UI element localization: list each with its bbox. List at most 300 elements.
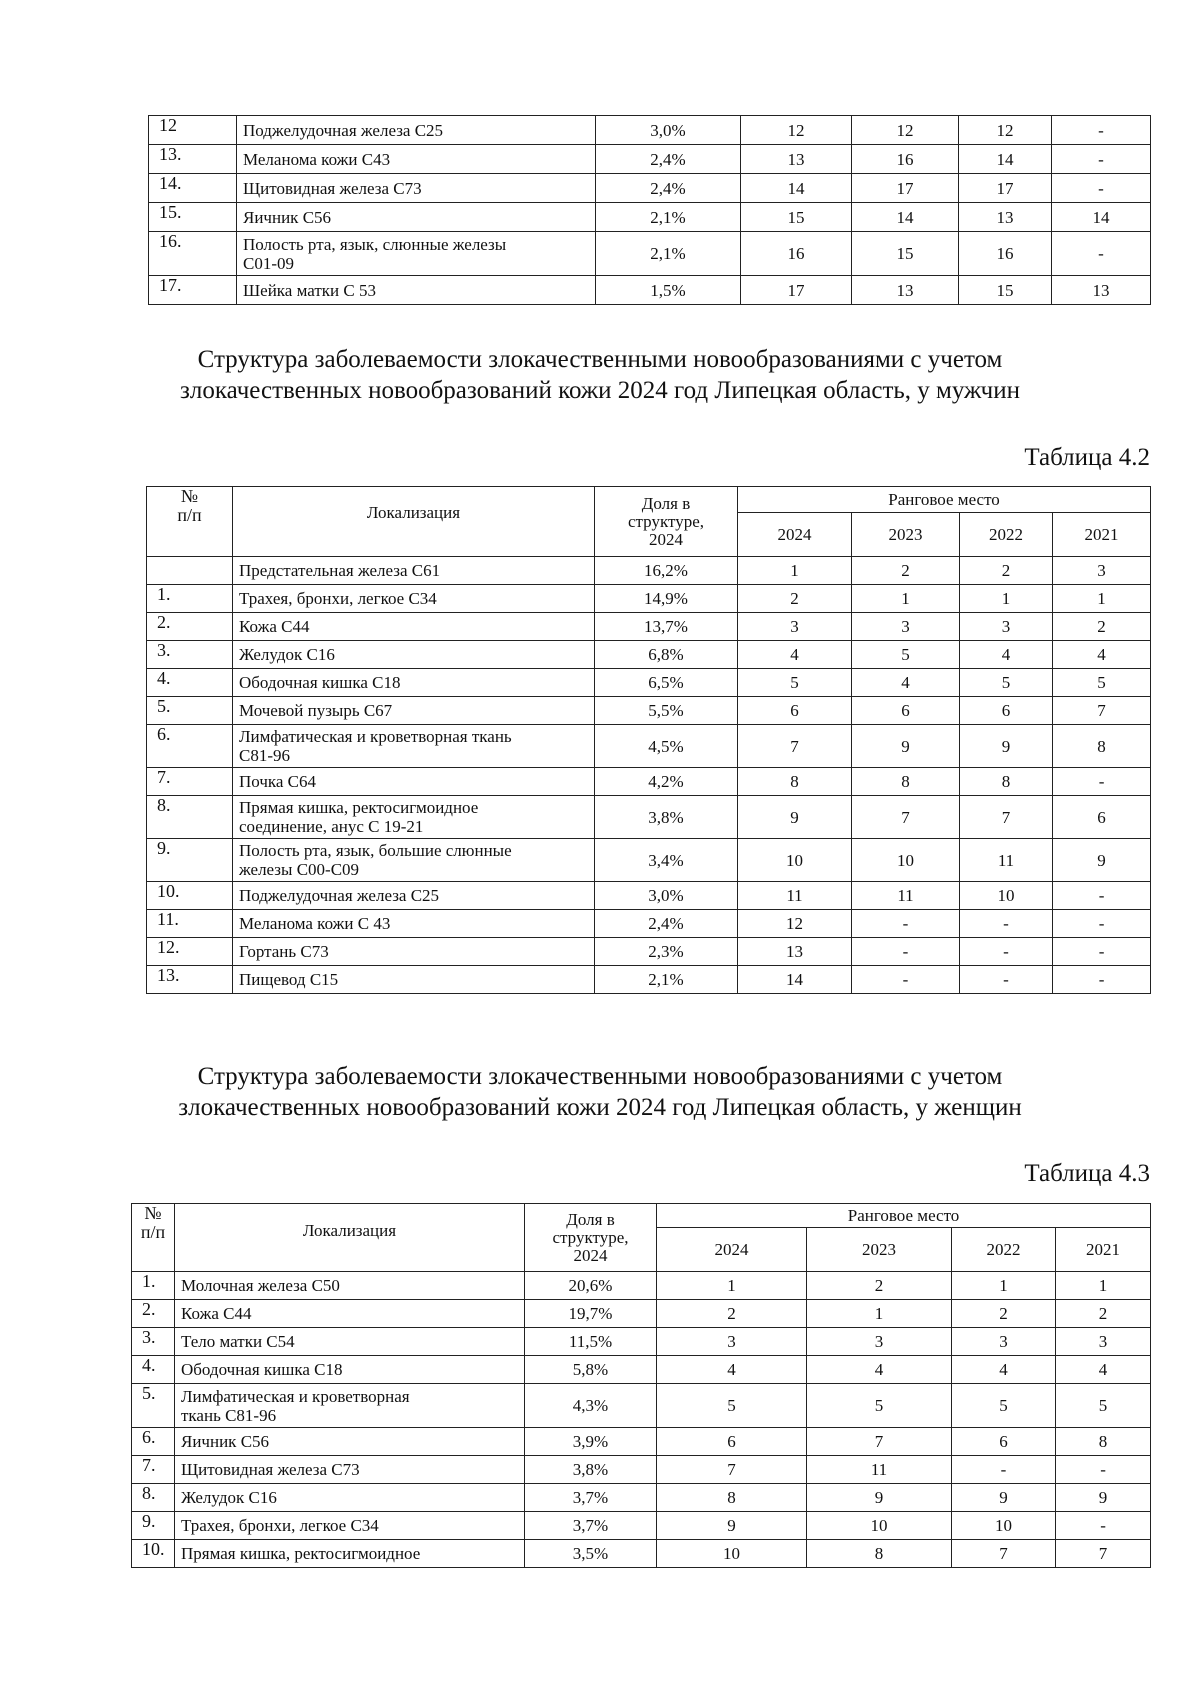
row-rank-2022: 8 xyxy=(960,768,1053,796)
row-rank-2023: 4 xyxy=(852,669,960,697)
table-row xyxy=(147,796,1151,839)
row-number: 13. xyxy=(147,966,233,994)
row-number: 10. xyxy=(147,882,233,910)
table-row xyxy=(147,585,1151,613)
row-localization xyxy=(175,1384,525,1428)
row-rank-2023: 1 xyxy=(807,1300,952,1328)
row-rank-2023: 9 xyxy=(852,725,960,768)
header-share-line: 2024 xyxy=(649,529,683,549)
row-rank-2022: 2 xyxy=(960,557,1053,585)
table-row xyxy=(149,116,1151,145)
row-localization xyxy=(233,697,595,725)
row-rank-2022: 17 xyxy=(959,174,1052,203)
row-rank-2021: 4 xyxy=(1056,1356,1151,1384)
row-number: 9. xyxy=(147,839,233,882)
localization-line: Пищевод С15 xyxy=(239,970,339,989)
row-rank-2022: 7 xyxy=(952,1540,1056,1568)
row-rank-2021: - xyxy=(1053,768,1151,796)
row-rank-2021: 2 xyxy=(1056,1300,1151,1328)
row-rank-2022: 10 xyxy=(960,882,1053,910)
row-rank-2022: 2 xyxy=(952,1300,1056,1328)
row-localization xyxy=(175,1356,525,1384)
localization-line: Щитовидная железа С73 xyxy=(243,178,422,198)
row-localization xyxy=(237,203,596,232)
localization-line: Прямая кишка, ректосигмоидное xyxy=(239,798,479,817)
row-share: 3,7% xyxy=(525,1512,657,1540)
row-rank-2024: 16 xyxy=(741,232,852,276)
row-rank-2022: 12 xyxy=(959,116,1052,145)
row-number: 4. xyxy=(132,1356,175,1384)
row-rank-2023: 10 xyxy=(807,1512,952,1540)
row-share: 4,5% xyxy=(595,725,738,768)
row-number: 1. xyxy=(132,1272,175,1300)
row-number: 10. xyxy=(132,1540,175,1568)
row-rank-2024: 15 xyxy=(741,203,852,232)
row-share: 3,5% xyxy=(525,1540,657,1568)
section-title-line: Структура заболеваемости злокачественными новообразованиями с учетом xyxy=(197,346,1003,373)
row-localization xyxy=(233,966,595,994)
localization-line: Поджелудочная железа С25 xyxy=(243,120,444,140)
row-localization xyxy=(175,1456,525,1484)
row-number: 5. xyxy=(147,697,233,725)
year-header: 2021 xyxy=(1053,513,1151,557)
row-localization xyxy=(233,768,595,796)
row-rank-2024: 10 xyxy=(738,839,852,882)
row-rank-2021: 13 xyxy=(1052,276,1151,305)
table-row xyxy=(147,557,1151,585)
row-number: 9. xyxy=(132,1512,175,1540)
row-share: 14,9% xyxy=(595,585,738,613)
row-rank-2021: 8 xyxy=(1053,725,1151,768)
localization-line: Трахея, бронхи, легкое С34 xyxy=(239,589,437,608)
localization-line: Кожа С44 xyxy=(239,617,310,636)
row-rank-2023: 11 xyxy=(807,1456,952,1484)
row-rank-2023: 11 xyxy=(852,882,960,910)
localization-line: Шейка матки С 53 xyxy=(243,280,376,300)
section-title-men xyxy=(0,344,1200,406)
section-title-line: Структура заболеваемости злокачественными новообразованиями с учетом xyxy=(197,1063,1003,1090)
localization-line: Предстательная железа С61 xyxy=(239,561,441,580)
row-localization xyxy=(233,641,595,669)
row-rank-2023: 12 xyxy=(852,116,959,145)
row-rank-2024: 7 xyxy=(657,1456,807,1484)
row-rank-2024: 13 xyxy=(738,938,852,966)
localization-line: Яичник С56 xyxy=(243,207,332,227)
year-header: 2022 xyxy=(960,513,1053,557)
localization-line: Гортань С73 xyxy=(239,942,329,961)
row-rank-2024: 2 xyxy=(657,1300,807,1328)
localization-line: железы С00-С09 xyxy=(239,860,360,879)
row-rank-2021: - xyxy=(1053,966,1151,994)
row-rank-2022: 5 xyxy=(952,1384,1056,1428)
table-body xyxy=(132,1272,1151,1568)
row-rank-2023: 5 xyxy=(852,641,960,669)
row-rank-2023: 5 xyxy=(807,1384,952,1428)
row-rank-2023: 6 xyxy=(852,697,960,725)
row-share: 3,8% xyxy=(525,1456,657,1484)
row-rank-2023: 3 xyxy=(852,613,960,641)
row-rank-2022: 11 xyxy=(960,839,1053,882)
row-localization xyxy=(233,613,595,641)
row-rank-2021: - xyxy=(1053,882,1151,910)
row-share: 2,1% xyxy=(596,232,741,276)
localization-line: соединение, анус С 19-21 xyxy=(239,817,424,836)
table-label: Таблица 4.2 xyxy=(1024,444,1150,471)
col-share-header xyxy=(595,487,738,557)
table-row xyxy=(147,768,1151,796)
table-row xyxy=(132,1356,1151,1384)
localization-line: Лимфатическая и кроветворная ткань xyxy=(239,727,512,746)
row-localization xyxy=(233,839,595,882)
row-rank-2024: 17 xyxy=(741,276,852,305)
row-rank-2024: 9 xyxy=(657,1512,807,1540)
row-share: 2,1% xyxy=(596,203,741,232)
row-rank-2023: 1 xyxy=(852,585,960,613)
row-rank-2024: 6 xyxy=(738,697,852,725)
row-share: 3,0% xyxy=(596,116,741,145)
row-share: 11,5% xyxy=(525,1328,657,1356)
year-header: 2024 xyxy=(738,513,852,557)
year-header: 2024 xyxy=(657,1228,807,1272)
year-header: 2023 xyxy=(807,1228,952,1272)
row-rank-2023: 13 xyxy=(852,276,959,305)
table-row xyxy=(149,203,1151,232)
row-rank-2023: 2 xyxy=(852,557,960,585)
year-header: 2023 xyxy=(852,513,960,557)
table-header xyxy=(147,487,1151,557)
row-number: 2. xyxy=(147,613,233,641)
row-localization xyxy=(175,1428,525,1456)
row-rank-2022: 3 xyxy=(960,613,1053,641)
col-rank-header: Ранговое место xyxy=(738,487,1151,513)
row-rank-2024: 14 xyxy=(741,174,852,203)
row-share: 5,5% xyxy=(595,697,738,725)
row-share: 2,4% xyxy=(596,174,741,203)
row-rank-2022: 9 xyxy=(960,725,1053,768)
row-number: 11. xyxy=(147,910,233,938)
row-rank-2024: 4 xyxy=(657,1356,807,1384)
localization-line: Полость рта, язык, большие слюнные xyxy=(239,841,512,860)
row-rank-2024: 1 xyxy=(738,557,852,585)
row-rank-2021: 9 xyxy=(1056,1484,1151,1512)
table-row xyxy=(149,276,1151,305)
row-rank-2022: - xyxy=(960,910,1053,938)
table-row xyxy=(147,938,1151,966)
row-number: 5. xyxy=(132,1384,175,1428)
header-share-line: 2024 xyxy=(573,1245,608,1265)
row-number: 8. xyxy=(132,1484,175,1512)
table-row xyxy=(132,1428,1151,1456)
row-rank-2021: 4 xyxy=(1053,641,1151,669)
table-row xyxy=(147,910,1151,938)
localization-line: Ободочная кишка С18 xyxy=(181,1360,343,1379)
row-share: 19,7% xyxy=(525,1300,657,1328)
row-rank-2023: 4 xyxy=(807,1356,952,1384)
year-header: 2021 xyxy=(1056,1228,1151,1272)
row-rank-2021: 7 xyxy=(1056,1540,1151,1568)
row-rank-2021: 7 xyxy=(1053,697,1151,725)
row-share: 3,9% xyxy=(525,1428,657,1456)
row-rank-2024: 14 xyxy=(738,966,852,994)
row-localization xyxy=(237,116,596,145)
row-rank-2021: - xyxy=(1053,910,1151,938)
row-rank-2021: - xyxy=(1052,174,1151,203)
row-rank-2022: 4 xyxy=(960,641,1053,669)
table-row xyxy=(147,697,1151,725)
header-share-line: Доля в xyxy=(566,1209,615,1229)
row-rank-2022: - xyxy=(952,1456,1056,1484)
row-localization xyxy=(233,796,595,839)
row-share: 2,1% xyxy=(595,966,738,994)
row-rank-2022: 6 xyxy=(952,1428,1056,1456)
col-rank-header: Ранговое место xyxy=(657,1204,1151,1228)
row-rank-2022: - xyxy=(960,966,1053,994)
row-rank-2023: 7 xyxy=(852,796,960,839)
row-number: 3. xyxy=(132,1328,175,1356)
row-number: 6. xyxy=(132,1428,175,1456)
row-rank-2023: - xyxy=(852,966,960,994)
row-localization xyxy=(237,232,596,276)
row-rank-2024: 12 xyxy=(741,116,852,145)
row-rank-2021: 9 xyxy=(1053,839,1151,882)
table-body xyxy=(149,116,1151,305)
row-rank-2024: 3 xyxy=(657,1328,807,1356)
localization-line: Щитовидная железа С73 xyxy=(181,1460,360,1479)
row-share: 20,6% xyxy=(525,1272,657,1300)
row-number xyxy=(147,557,233,585)
row-localization xyxy=(237,174,596,203)
row-rank-2024: 4 xyxy=(738,641,852,669)
row-rank-2022: 1 xyxy=(952,1272,1056,1300)
table-row xyxy=(132,1328,1151,1356)
row-rank-2022: 3 xyxy=(952,1328,1056,1356)
row-rank-2024: 10 xyxy=(657,1540,807,1568)
row-number: 2. xyxy=(132,1300,175,1328)
row-number: 16. xyxy=(149,232,237,276)
table-row xyxy=(147,882,1151,910)
row-rank-2021: 2 xyxy=(1053,613,1151,641)
row-rank-2024: 12 xyxy=(738,910,852,938)
row-localization xyxy=(175,1512,525,1540)
col-share-header xyxy=(525,1204,657,1272)
row-localization xyxy=(175,1540,525,1568)
row-rank-2022: 14 xyxy=(959,145,1052,174)
row-rank-2023: - xyxy=(852,910,960,938)
row-rank-2023: 9 xyxy=(807,1484,952,1512)
header-num-text: п/п xyxy=(177,505,202,525)
section-title-women xyxy=(0,1061,1200,1123)
table-row xyxy=(147,725,1151,768)
row-localization xyxy=(233,585,595,613)
table-row xyxy=(132,1512,1151,1540)
row-rank-2023: 2 xyxy=(807,1272,952,1300)
header-num-text: п/п xyxy=(140,1222,166,1242)
table-row xyxy=(149,145,1151,174)
row-share: 3,7% xyxy=(525,1484,657,1512)
row-share: 13,7% xyxy=(595,613,738,641)
row-localization xyxy=(233,557,595,585)
localization-line: Поджелудочная железа С25 xyxy=(239,886,440,905)
row-rank-2021: 8 xyxy=(1056,1428,1151,1456)
localization-line: Ободочная кишка С18 xyxy=(239,673,401,692)
row-rank-2022: 6 xyxy=(960,697,1053,725)
table-row xyxy=(132,1484,1151,1512)
row-rank-2022: 1 xyxy=(960,585,1053,613)
localization-line: С81-96 xyxy=(239,746,290,765)
header-num-sign: № xyxy=(180,486,199,506)
row-share: 3,4% xyxy=(595,839,738,882)
row-rank-2021: 1 xyxy=(1053,585,1151,613)
col-num-header xyxy=(132,1204,175,1272)
localization-line: Кожа С44 xyxy=(181,1304,252,1323)
row-share: 4,2% xyxy=(595,768,738,796)
col-loc-header: Локализация xyxy=(233,487,595,557)
row-number: 7. xyxy=(132,1456,175,1484)
row-rank-2023: - xyxy=(852,938,960,966)
localization-line: Меланома кожи С 43 xyxy=(239,914,391,933)
table-row xyxy=(147,669,1151,697)
row-share: 2,4% xyxy=(596,145,741,174)
row-rank-2023: 10 xyxy=(852,839,960,882)
row-share: 2,4% xyxy=(595,910,738,938)
table-women xyxy=(131,1203,1151,1568)
row-localization xyxy=(175,1300,525,1328)
row-share: 3,0% xyxy=(595,882,738,910)
table-row xyxy=(147,839,1151,882)
section-title-line: злокачественных новообразований кожи 2024 год Липецкая область, у женщин xyxy=(178,1094,1022,1121)
table-row xyxy=(147,641,1151,669)
localization-line: Трахея, бронхи, легкое С34 xyxy=(181,1516,379,1535)
table-row xyxy=(149,174,1151,203)
row-rank-2021: 5 xyxy=(1056,1384,1151,1428)
row-rank-2023: 8 xyxy=(852,768,960,796)
row-share: 6,8% xyxy=(595,641,738,669)
section-title-line: злокачественных новообразований кожи 2024 год Липецкая область, у мужчин xyxy=(179,377,1020,404)
row-rank-2024: 3 xyxy=(738,613,852,641)
row-share: 2,3% xyxy=(595,938,738,966)
row-localization xyxy=(233,910,595,938)
table-row xyxy=(147,613,1151,641)
localization-line: Полость рта, язык, слюнные железы xyxy=(243,234,507,254)
row-rank-2022: 7 xyxy=(960,796,1053,839)
localization-line: Желудок С16 xyxy=(181,1488,277,1507)
row-rank-2024: 2 xyxy=(738,585,852,613)
row-rank-2024: 8 xyxy=(657,1484,807,1512)
localization-line: ткань С81-96 xyxy=(181,1405,277,1425)
row-number: 4. xyxy=(147,669,233,697)
row-rank-2022: 5 xyxy=(960,669,1053,697)
row-rank-2021: 14 xyxy=(1052,203,1151,232)
row-rank-2021: - xyxy=(1056,1456,1151,1484)
row-rank-2022: 15 xyxy=(959,276,1052,305)
row-rank-2024: 8 xyxy=(738,768,852,796)
row-rank-2022: 16 xyxy=(959,232,1052,276)
row-share: 3,8% xyxy=(595,796,738,839)
table-row xyxy=(147,966,1151,994)
table-body xyxy=(147,557,1151,994)
table-row xyxy=(132,1300,1151,1328)
row-rank-2021: - xyxy=(1052,116,1151,145)
row-number: 15. xyxy=(149,203,237,232)
row-rank-2021: 6 xyxy=(1053,796,1151,839)
col-loc-header: Локализация xyxy=(175,1204,525,1272)
localization-line: Мочевой пузырь С67 xyxy=(239,701,393,720)
row-rank-2022: 4 xyxy=(952,1356,1056,1384)
row-rank-2024: 13 xyxy=(741,145,852,174)
header-share-line: структуре, xyxy=(628,511,704,531)
row-rank-2024: 6 xyxy=(657,1428,807,1456)
localization-line: Меланома кожи С43 xyxy=(243,149,391,169)
year-header: 2022 xyxy=(952,1228,1056,1272)
table-row xyxy=(149,232,1151,276)
row-number: 12 xyxy=(149,116,237,145)
table-row xyxy=(132,1456,1151,1484)
row-number: 14. xyxy=(149,174,237,203)
localization-line: Почка С64 xyxy=(239,772,317,791)
row-rank-2021: - xyxy=(1052,232,1151,276)
row-number: 6. xyxy=(147,725,233,768)
localization-line: Лимфатическая и кроветворная xyxy=(181,1386,410,1406)
localization-line: Яичник С56 xyxy=(181,1432,270,1451)
row-rank-2021: 1 xyxy=(1056,1272,1151,1300)
row-rank-2021: 3 xyxy=(1056,1328,1151,1356)
table-header xyxy=(132,1204,1151,1272)
localization-line: Прямая кишка, ректосигмоидное xyxy=(181,1544,421,1563)
localization-line: Тело матки С54 xyxy=(181,1332,295,1351)
row-localization xyxy=(233,725,595,768)
row-rank-2023: 16 xyxy=(852,145,959,174)
row-number: 13. xyxy=(149,145,237,174)
row-rank-2023: 3 xyxy=(807,1328,952,1356)
localization-line: Желудок С16 xyxy=(239,645,335,664)
table-continuation xyxy=(148,115,1151,305)
row-rank-2022: 13 xyxy=(959,203,1052,232)
row-localization xyxy=(233,882,595,910)
row-rank-2022: - xyxy=(960,938,1053,966)
table-label: Таблица 4.3 xyxy=(1024,1160,1150,1187)
row-number: 3. xyxy=(147,641,233,669)
row-localization xyxy=(175,1272,525,1300)
table-row xyxy=(132,1272,1151,1300)
header-share-line: Доля в xyxy=(641,493,691,513)
row-rank-2021: - xyxy=(1056,1512,1151,1540)
table-men xyxy=(146,486,1151,994)
row-rank-2023: 14 xyxy=(852,203,959,232)
table-row xyxy=(132,1540,1151,1568)
row-share: 16,2% xyxy=(595,557,738,585)
row-number: 8. xyxy=(147,796,233,839)
row-localization xyxy=(233,669,595,697)
row-rank-2021: 3 xyxy=(1053,557,1151,585)
row-number: 12. xyxy=(147,938,233,966)
header-num-sign: № xyxy=(144,1203,162,1223)
header-share-line: структуре, xyxy=(552,1227,629,1247)
row-localization xyxy=(175,1484,525,1512)
row-rank-2023: 7 xyxy=(807,1428,952,1456)
row-rank-2024: 1 xyxy=(657,1272,807,1300)
row-localization xyxy=(237,145,596,174)
table-row xyxy=(132,1384,1151,1428)
row-localization xyxy=(233,938,595,966)
row-rank-2024: 5 xyxy=(738,669,852,697)
col-num-header xyxy=(147,487,233,557)
row-rank-2023: 17 xyxy=(852,174,959,203)
row-rank-2022: 9 xyxy=(952,1484,1056,1512)
row-number: 7. xyxy=(147,768,233,796)
row-localization xyxy=(175,1328,525,1356)
localization-line: Молочная железа С50 xyxy=(181,1276,340,1295)
row-rank-2021: - xyxy=(1053,938,1151,966)
